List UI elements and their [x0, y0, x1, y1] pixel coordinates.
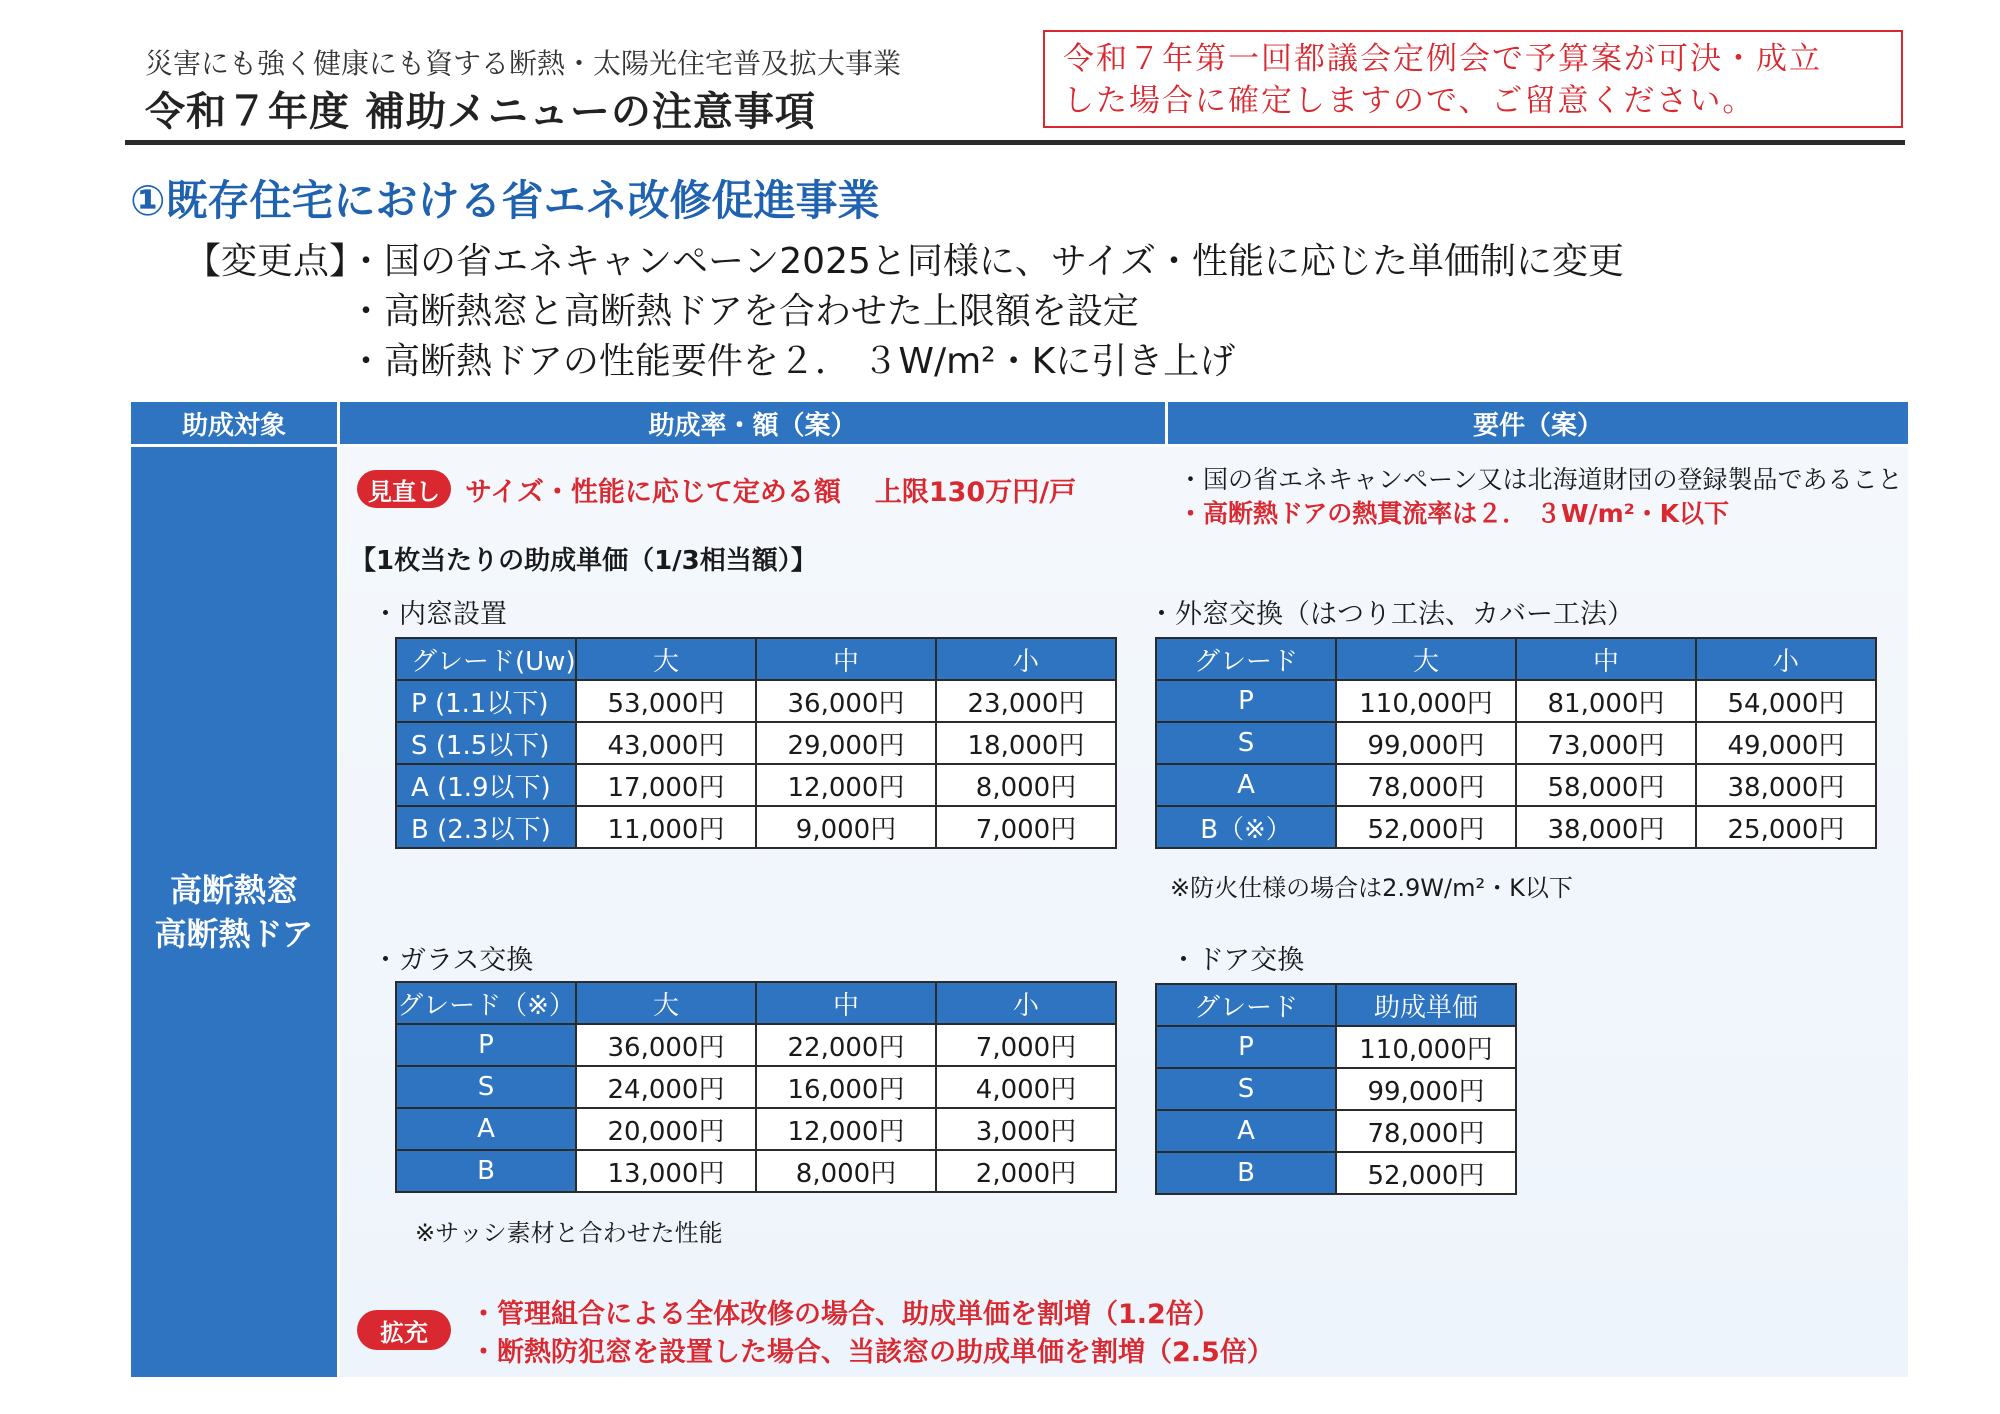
rate-cap: 上限130万円/戸 [874, 477, 1077, 508]
grade-cell: B (2.3以下) [396, 806, 576, 848]
grade-cell: S [1156, 722, 1336, 764]
table-row [1156, 1026, 1516, 1068]
column-header: 大 [576, 982, 756, 1024]
column-header: 小 [936, 638, 1116, 680]
review-badge: 見直し [357, 470, 451, 508]
table-row [396, 722, 1116, 764]
price-cell: 110,000円 [1336, 680, 1516, 722]
document-subtitle: 災害にも強く健康にも資する断熱・太陽光住宅普及拡大事業 [145, 47, 902, 80]
price-cell: 8,000円 [936, 764, 1116, 806]
price-cell: 73,000円 [1516, 722, 1696, 764]
price-cell: 7,000円 [936, 806, 1116, 848]
column-header: 中 [756, 638, 936, 680]
table-row [1156, 806, 1876, 848]
column-header: 大 [1336, 638, 1516, 680]
expansion-item: ・管理組合による全体改修の場合、助成単価を割増（1.2倍） [470, 1299, 1220, 1330]
table-row [1156, 1068, 1516, 1110]
glass-table [395, 981, 1117, 1193]
grade-cell: A [1156, 1110, 1336, 1152]
table-row [396, 680, 1116, 722]
column-header: 助成単価 [1336, 984, 1516, 1026]
table-row [1156, 1152, 1516, 1194]
inner-window-title: ・内窓設置 [372, 599, 507, 630]
outer-window-title: ・外窓交換（はつり工法、カバー工法） [1148, 599, 1634, 630]
inner-window-table [395, 637, 1117, 849]
price-cell: 8,000円 [756, 1150, 936, 1192]
price-cell: 99,000円 [1336, 1068, 1516, 1110]
table-row [396, 1066, 1116, 1108]
price-cell: 43,000円 [576, 722, 756, 764]
table-row [396, 764, 1116, 806]
price-cell: 4,000円 [936, 1066, 1116, 1108]
header-target: 助成対象 [131, 402, 337, 444]
table-row [396, 1108, 1116, 1150]
table-row [396, 1024, 1116, 1066]
change-item: ・高断熱ドアの性能要件を２． ３W/m²・Kに引き上げ [348, 341, 1236, 382]
table-row [1156, 1110, 1516, 1152]
column-header: グレード [1156, 984, 1336, 1026]
grade-cell: S [396, 1066, 576, 1108]
grade-cell: B [396, 1150, 576, 1192]
price-cell: 2,000円 [936, 1150, 1116, 1192]
price-cell: 29,000円 [756, 722, 936, 764]
grade-cell: A [1156, 764, 1336, 806]
unit-price-title: 【1枚当たりの助成単価（1/3相当額）】 [350, 546, 817, 576]
notice-line: 令和７年第一回都議会定例会で予算案が可決・成立 [1063, 41, 1822, 77]
header-divider [125, 140, 1905, 145]
price-cell: 38,000円 [1696, 764, 1876, 806]
column-header: グレード（※） [396, 982, 576, 1024]
requirement-item: ・国の省エネキャンペーン又は北海道財団の登録製品であること [1178, 465, 1903, 494]
section-title: ①既存住宅における省エネ改修促進事業 [130, 176, 880, 225]
price-cell: 12,000円 [756, 1108, 936, 1150]
column-header: 小 [936, 982, 1116, 1024]
grade-cell: P (1.1以下) [396, 680, 576, 722]
price-cell: 78,000円 [1336, 1110, 1516, 1152]
header-rate: 助成率・額（案） [340, 402, 1165, 444]
changes-label: 【変更点】 [185, 241, 366, 282]
price-cell: 20,000円 [576, 1108, 756, 1150]
price-cell: 17,000円 [576, 764, 756, 806]
door-table [1155, 983, 1517, 1195]
price-cell: 110,000円 [1336, 1026, 1516, 1068]
price-cell: 18,000円 [936, 722, 1116, 764]
price-cell: 13,000円 [576, 1150, 756, 1192]
column-header: グレード [1156, 638, 1336, 680]
price-cell: 25,000円 [1696, 806, 1876, 848]
table-row [1156, 722, 1876, 764]
table-row [396, 1150, 1116, 1192]
column-header: 大 [576, 638, 756, 680]
grade-cell: A (1.9以下) [396, 764, 576, 806]
table-row [1156, 680, 1876, 722]
target-line: 高断熱窓 [169, 871, 298, 909]
grade-cell: P [396, 1024, 576, 1066]
price-cell: 16,000円 [756, 1066, 936, 1108]
target-line: 高断熱ドア [154, 915, 314, 953]
requirement-item: ・高断熱ドアの熱貫流率は２． ３W/m²・K以下 [1178, 499, 1730, 528]
column-header: 中 [1516, 638, 1696, 680]
price-cell: 22,000円 [756, 1024, 936, 1066]
target-cell [131, 447, 337, 1377]
glass-title: ・ガラス交換 [372, 945, 534, 976]
document-title: 令和７年度 補助メニューの注意事項 [145, 89, 816, 135]
rate-main: サイズ・性能に応じて定める額 [465, 477, 841, 508]
price-cell: 7,000円 [936, 1024, 1116, 1066]
grade-cell: S [1156, 1068, 1336, 1110]
header-requirements: 要件（案） [1168, 402, 1908, 444]
price-cell: 81,000円 [1516, 680, 1696, 722]
grade-cell: S (1.5以下) [396, 722, 576, 764]
price-cell: 9,000円 [756, 806, 936, 848]
grade-cell: B [1156, 1152, 1336, 1194]
price-cell: 12,000円 [756, 764, 936, 806]
price-cell: 36,000円 [756, 680, 936, 722]
column-header: 中 [756, 982, 936, 1024]
table-row [1156, 764, 1876, 806]
door-title: ・ドア交換 [1170, 945, 1305, 976]
notice-line: した場合に確定しますので、ご留意ください。 [1063, 83, 1756, 119]
table-row [396, 806, 1116, 848]
expand-badge: 拡充 [357, 1310, 451, 1350]
price-cell: 54,000円 [1696, 680, 1876, 722]
fireproof-note: ※防火仕様の場合は2.9W/m²・K以下 [1170, 874, 1573, 902]
change-item: ・国の省エネキャンペーン2025と同様に、サイズ・性能に応じた単価制に変更 [348, 241, 1625, 282]
price-cell: 99,000円 [1336, 722, 1516, 764]
column-header: 小 [1696, 638, 1876, 680]
rate-summary [465, 470, 1076, 509]
column-header: グレード(Uw) [396, 638, 576, 680]
grade-cell: P [1156, 680, 1336, 722]
price-cell: 11,000円 [576, 806, 756, 848]
change-item: ・高断熱窓と高断熱ドアを合わせた上限額を設定 [348, 291, 1139, 332]
price-cell: 53,000円 [576, 680, 756, 722]
price-cell: 58,000円 [1516, 764, 1696, 806]
price-cell: 38,000円 [1516, 806, 1696, 848]
price-cell: 52,000円 [1336, 1152, 1516, 1194]
price-cell: 36,000円 [576, 1024, 756, 1066]
price-cell: 24,000円 [576, 1066, 756, 1108]
price-cell: 78,000円 [1336, 764, 1516, 806]
sash-note: ※サッシ素材と合わせた性能 [415, 1219, 723, 1247]
grade-cell: B（※） [1156, 806, 1336, 848]
grade-cell: P [1156, 1026, 1336, 1068]
price-cell: 52,000円 [1336, 806, 1516, 848]
outer-window-table [1155, 637, 1877, 849]
expansion-item: ・断熱防犯窓を設置した場合、当該窓の助成単価を割増（2.5倍） [470, 1337, 1274, 1368]
budget-notice-box [1043, 30, 1903, 128]
price-cell: 49,000円 [1696, 722, 1876, 764]
price-cell: 23,000円 [936, 680, 1116, 722]
grade-cell: A [396, 1108, 576, 1150]
price-cell: 3,000円 [936, 1108, 1116, 1150]
